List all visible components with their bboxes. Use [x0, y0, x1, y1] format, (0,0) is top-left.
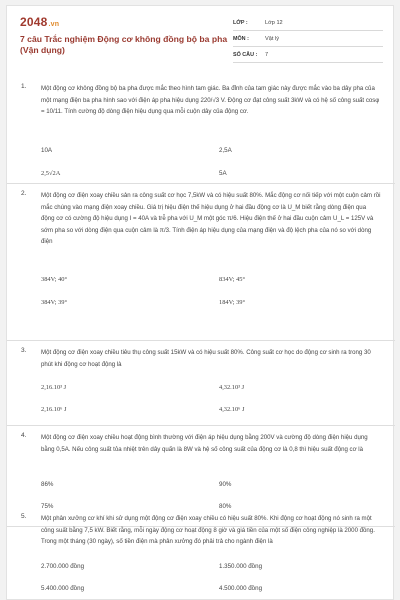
meta-value: Lớp 12: [265, 19, 283, 26]
meta-row-count: [233, 47, 383, 63]
meta-value: Vật lý: [265, 35, 279, 42]
option-c[interactable]: 75%: [41, 503, 54, 510]
meta-table: [233, 15, 383, 63]
question-text: Một động cơ điện xoay chiều tiêu thụ công suất 15kW và có hiệu suất 80%. Công suất cơ học do động cơ sinh ra trong 30 phút khi động cơ hoạt động là: [41, 349, 371, 368]
meta-key: LỚP :: [233, 19, 248, 26]
option-b[interactable]: 2,5A: [219, 147, 232, 154]
question-number: 2.: [21, 190, 27, 197]
option-c[interactable]: 5.400.000 đồng: [41, 585, 85, 592]
question-divider: [7, 340, 395, 341]
question-text: Một động cơ điện xoay chiều sản ra công suất cơ học 7,5kW và có hiệu suất 80%. Mắc động cơ nối tiếp với một cuộn cảm rồi mắc chúng vào mạng điện xoay chiều. Giá trị hiệu điện thế hiệu dụng ở hai đầu động cơ là U_M biết rằng dòng điện qua động cơ có cường độ hiệu dụng I = 40A và trễ pha với U_M một góc π/6. Hiệu điện thế ở hai đầu cuộn cảm U_L = 125V và sớm pha so với dòng điện qua cuộn cảm là π/3. Tính điện áp hiệu dụng của mạng điện và độ lệch pha của nó so với dòng điện: [41, 192, 381, 245]
question-text: Một phân xưởng cơ khí khi sử dụng một động cơ điện xoay chiều có hiệu suất 80%. Khi động cơ hoạt động nó sinh ra một công suất bằng 7,5 kW. Biết rằng, mỗi ngày động cơ hoạt động 8 giờ và giá tiền của một số điện công nghiệp là 2000 đồng. Trong một tháng (30 ngày), số tiền điện mà phân xưởng đó phải trả cho ngành điện là: [41, 515, 375, 545]
meta-key: SỐ CÂU :: [233, 51, 258, 58]
meta-value: 7: [265, 51, 269, 58]
meta-row-subject: [233, 31, 383, 47]
question-number: 4.: [21, 432, 27, 439]
site-logo[interactable]: 2048.vn: [20, 15, 60, 29]
option-b[interactable]: 4,32.10³ J: [219, 384, 245, 391]
option-b[interactable]: 90%: [219, 481, 232, 488]
worksheet-header: [7, 6, 395, 68]
option-c[interactable]: 2,5√2A: [41, 170, 61, 177]
option-a[interactable]: 2,16.10³ J: [41, 384, 67, 391]
option-b[interactable]: 1.350.000 đồng: [219, 563, 263, 570]
option-d[interactable]: 5A: [219, 170, 227, 177]
option-a[interactable]: 10A: [41, 147, 53, 154]
option-b[interactable]: 834V; 45°: [219, 276, 246, 283]
option-a[interactable]: 384V; 40°: [41, 276, 68, 283]
worksheet-page: [6, 5, 394, 600]
question-divider: [7, 425, 395, 426]
question-number: 1.: [21, 83, 27, 90]
option-d[interactable]: 4.500.000 đồng: [219, 585, 263, 592]
question-text: Một động cơ điện xoay chiều hoạt động bình thường với điện áp hiệu dụng bằng 200V và cường độ dòng điện hiệu dụng bằng 0,5A. Nếu công suất tỏa nhiệt trên dây quấn là 8W và hệ số công suất của động cơ là 0,8 thì hiệu suất động cơ là: [41, 434, 368, 453]
question-number: 5.: [21, 513, 27, 520]
meta-row-class: [233, 15, 383, 31]
meta-key: MÔN :: [233, 35, 249, 42]
option-d[interactable]: 4,32.10⁶ J: [219, 406, 245, 413]
option-c[interactable]: 384V; 39°: [41, 299, 68, 306]
option-a[interactable]: 2.700.000 đồng: [41, 563, 85, 570]
option-d[interactable]: 80%: [219, 503, 232, 510]
question-text: Một động cơ không đồng bộ ba pha được mắc theo hình tam giác. Ba đỉnh của tam giác này được mắc vào ba dây pha của một mạng điện ba pha hình sao với điện áp pha hiệu dụng 220/√3 V. Động cơ đạt công suất 3kW và có hệ số công suất cosφ = 10/11. Tính cường độ dòng điện hiệu dụng qua mỗi cuộn dây của động cơ.: [41, 85, 380, 115]
option-a[interactable]: 86%: [41, 481, 54, 488]
question-divider: [7, 183, 395, 184]
option-d[interactable]: 184V; 39°: [219, 299, 246, 306]
question-number: 3.: [21, 347, 27, 354]
document-title: 7 câu Trắc nghiệm Động cơ không đồng bộ ba pha (Vận dụng): [20, 34, 228, 55]
option-c[interactable]: 2,16.10⁶ J: [41, 406, 67, 413]
